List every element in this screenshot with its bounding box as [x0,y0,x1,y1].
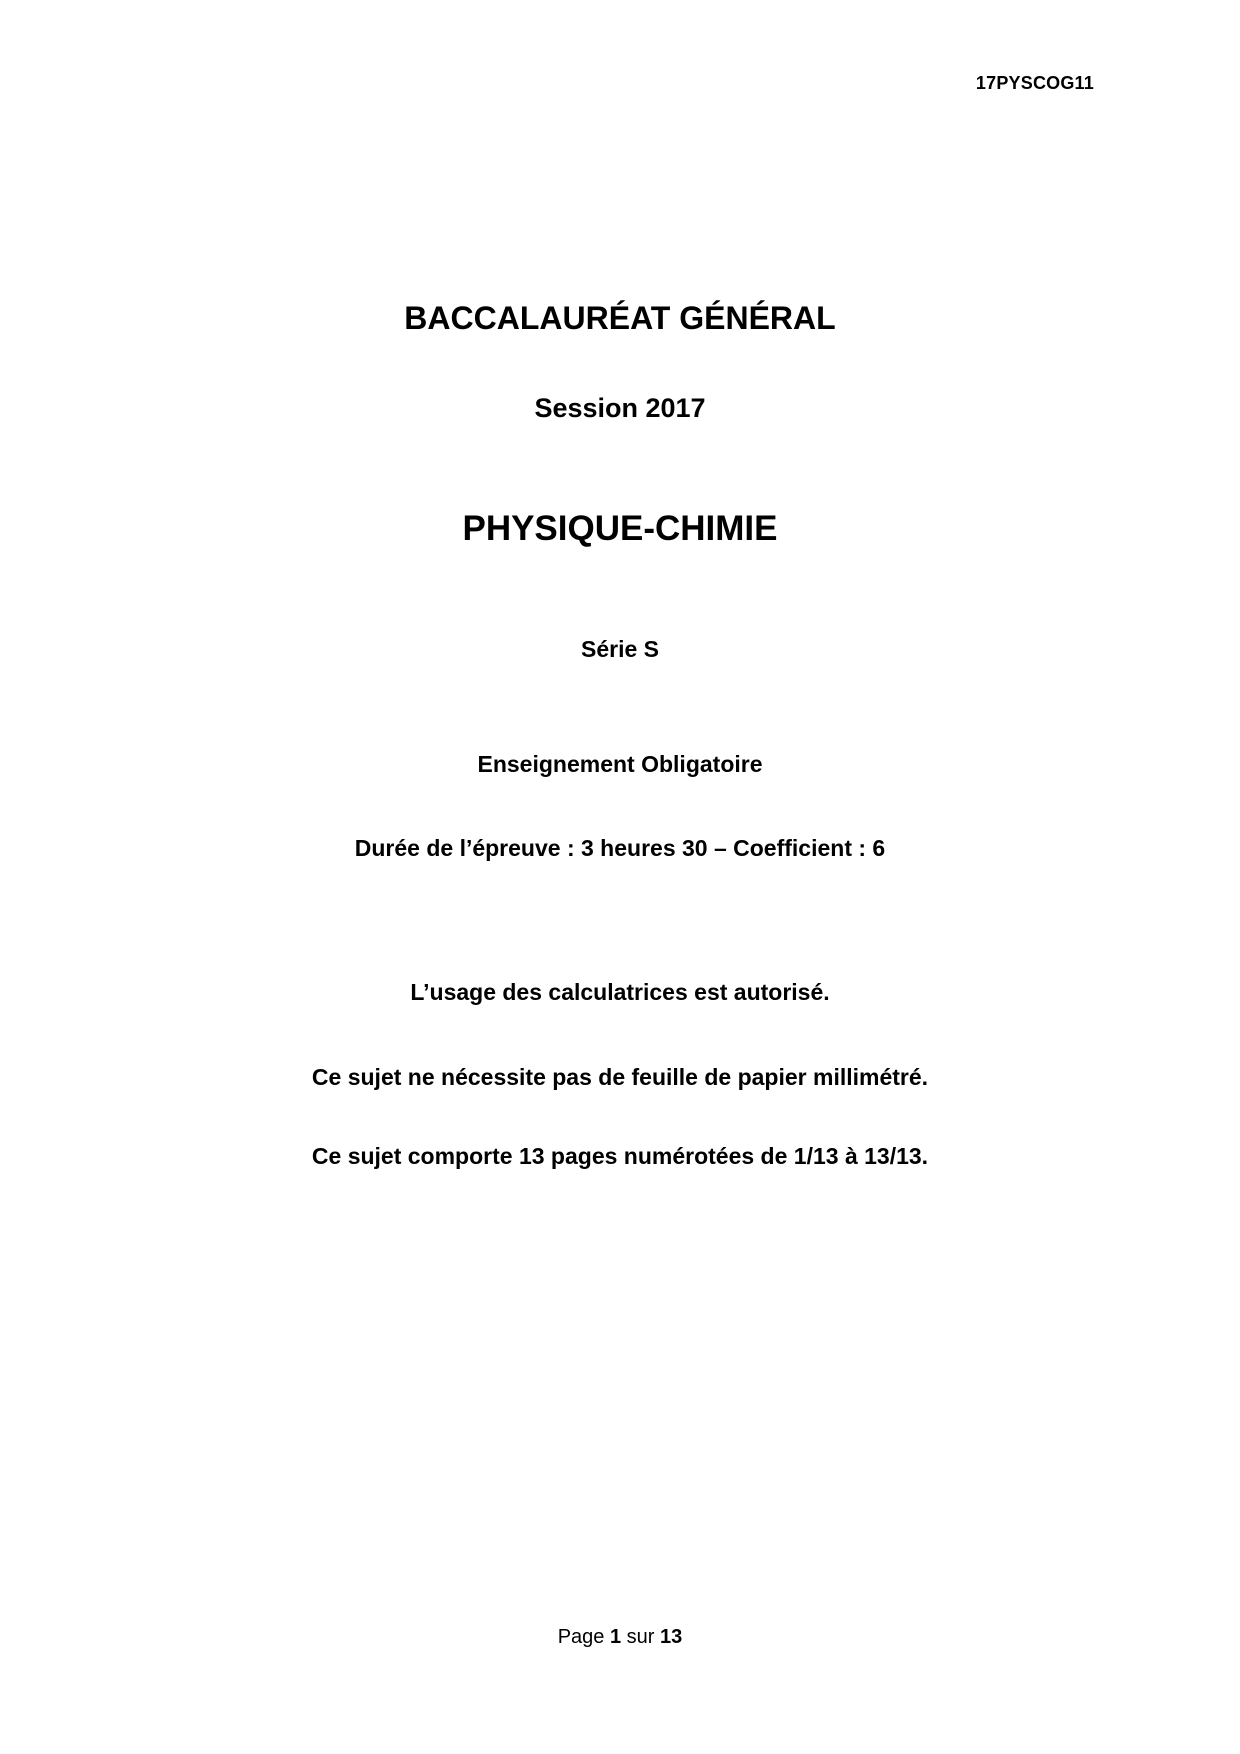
enseignement-label: Enseignement Obligatoire [477,751,763,777]
footer-separator: sur [626,1626,655,1648]
page-footer [0,1624,1240,1650]
footer-prefix: Page [557,1626,605,1648]
footer-total-pages: 13 [660,1626,683,1648]
calculator-notice: L’usage des calculatrices est autorisé. [410,979,830,1005]
subject-title: PHYSIQUE-CHIMIE [462,509,778,548]
serie-label: Série S [581,636,659,662]
duration-coefficient: Durée de l’épreuve : 3 heures 30 – Coefficient : 6 [354,835,886,861]
exam-code: 17PYSCOG11 [975,73,1094,93]
paper-notice: Ce sujet ne nécessite pas de feuille de papier millimétré. [311,1064,929,1090]
exam-title: BACCALAURÉAT GÉNÉRAL [404,300,836,336]
page-count-notice: Ce sujet comporte 13 pages numérotées de 1/13 à 13/13. [311,1143,929,1169]
session-year: Session 2017 [534,393,706,423]
footer-current-page: 1 [609,1626,622,1648]
